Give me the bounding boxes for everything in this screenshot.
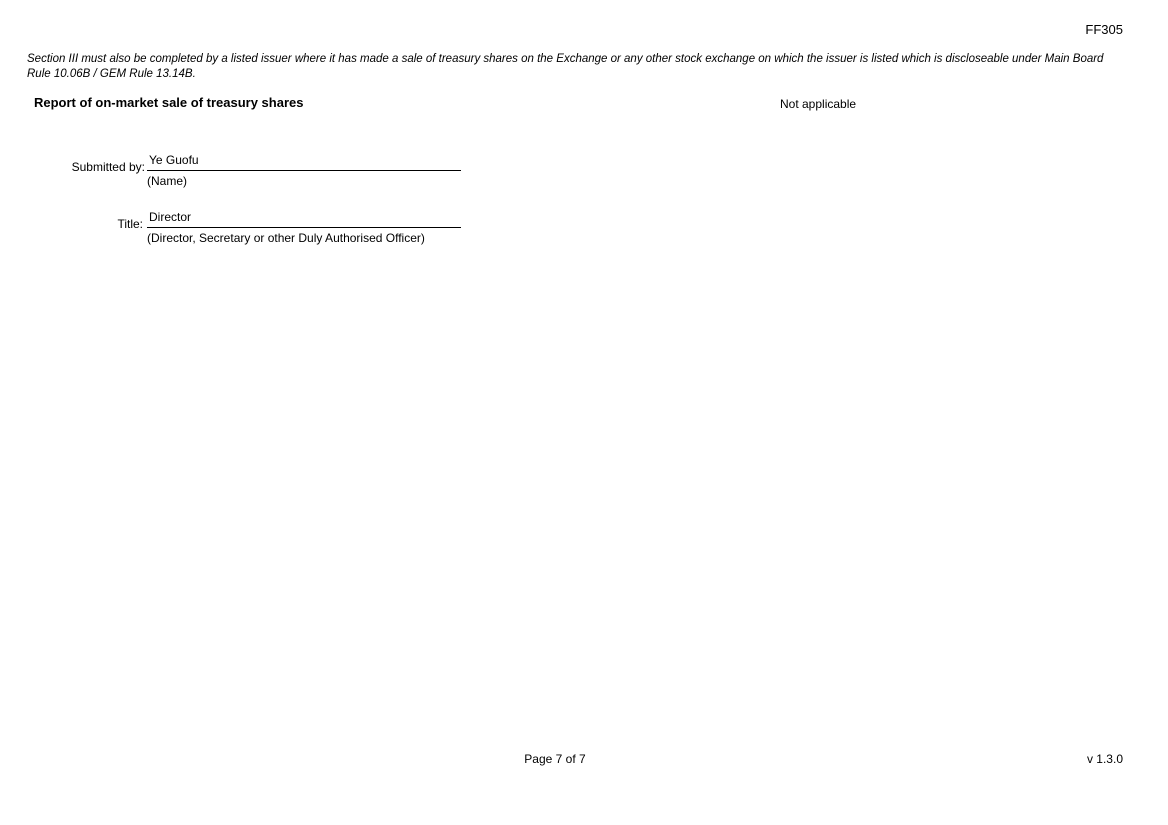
footer-page-number: Page 7 of 7 [524, 752, 586, 766]
title-label: Title: [117, 217, 143, 231]
title-caption: (Director, Secretary or other Duly Authorised Officer) [147, 231, 425, 245]
form-code: FF305 [1085, 22, 1123, 37]
submitted-by-rule [147, 170, 461, 171]
title-rule [147, 227, 461, 228]
section-status: Not applicable [780, 97, 857, 111]
submitted-by-value: Ye Guofu [149, 153, 199, 167]
section-heading: Report of on-market sale of treasury shares [34, 95, 304, 110]
footer-version: v 1.3.0 [1086, 752, 1123, 766]
section-note: Section III must also be completed by a listed issuer where it has made a sale of treasury shares on the Exchange or any other stock exchange on which the issuer is listed which is discloseable under Main Board Rule 10.06B / GEM Rule 13.14B. [27, 53, 1104, 80]
submitted-by-caption: (Name) [147, 174, 188, 188]
submitted-by-label: Submitted by: [71, 160, 145, 174]
title-value: Director [149, 210, 192, 224]
